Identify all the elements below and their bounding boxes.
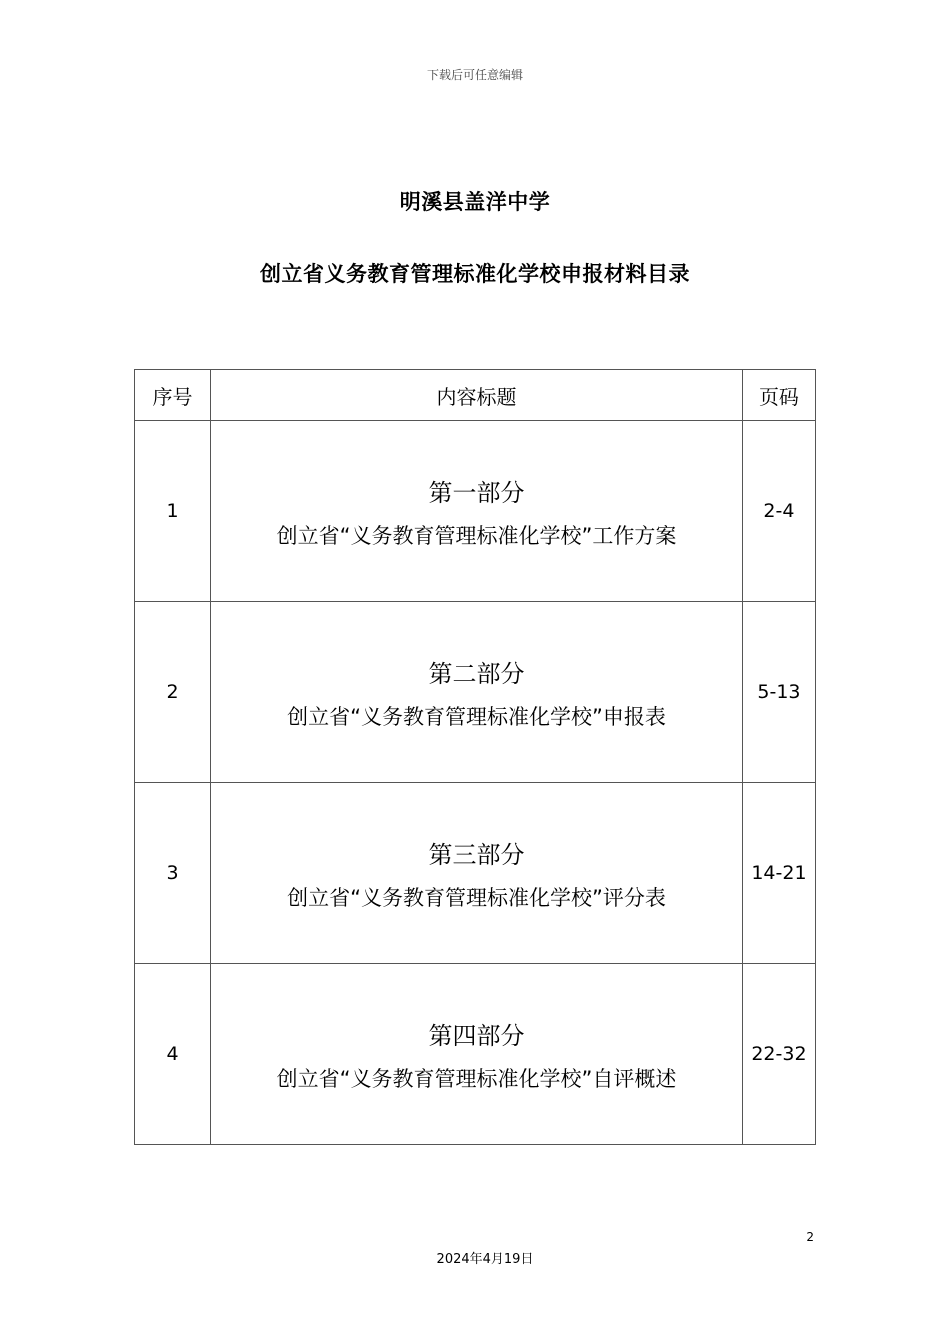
row-pages: 2-4 xyxy=(742,421,815,602)
row-pages: 5-13 xyxy=(742,602,815,783)
row-pages: 22-32 xyxy=(742,964,815,1145)
row-pages: 14-21 xyxy=(742,783,815,964)
row-number: 3 xyxy=(135,783,211,964)
toc-header-row xyxy=(135,370,816,421)
part-subtitle: 创立省“义务教育管理标准化学校”工作方案 xyxy=(276,523,677,548)
table-row xyxy=(135,421,816,602)
header-note: 下载后可任意编辑 xyxy=(426,68,523,82)
header-content: 内容标题 xyxy=(211,370,743,421)
row-number: 4 xyxy=(135,964,211,1145)
part-title: 第三部分 xyxy=(428,840,525,869)
table-row xyxy=(135,964,816,1145)
part-subtitle: 创立省“义务教育管理标准化学校”申报表 xyxy=(287,704,666,729)
table-row xyxy=(135,783,816,964)
part-title: 第四部分 xyxy=(428,1021,525,1050)
part-subtitle: 创立省“义务教育管理标准化学校”自评概述 xyxy=(276,1066,677,1091)
table-row xyxy=(135,602,816,783)
toc-table xyxy=(134,369,816,1145)
row-number: 1 xyxy=(135,421,211,602)
row-number: 2 xyxy=(135,602,211,783)
school-name: 明溪县盖洋中学 xyxy=(399,190,551,214)
header-page: 页码 xyxy=(742,370,815,421)
page-number: 2 xyxy=(806,1230,814,1244)
header-no: 序号 xyxy=(135,370,211,421)
row-content xyxy=(211,421,743,602)
part-title: 第二部分 xyxy=(428,659,525,688)
row-content xyxy=(211,783,743,964)
part-title: 第一部分 xyxy=(428,478,525,507)
part-subtitle: 创立省“义务教育管理标准化学校”评分表 xyxy=(287,885,666,910)
row-content xyxy=(211,964,743,1145)
footer-date: 2024年4月19日 xyxy=(436,1252,534,1267)
row-content xyxy=(211,602,743,783)
document-title: 创立省义务教育管理标准化学校申报材料目录 xyxy=(260,262,690,286)
